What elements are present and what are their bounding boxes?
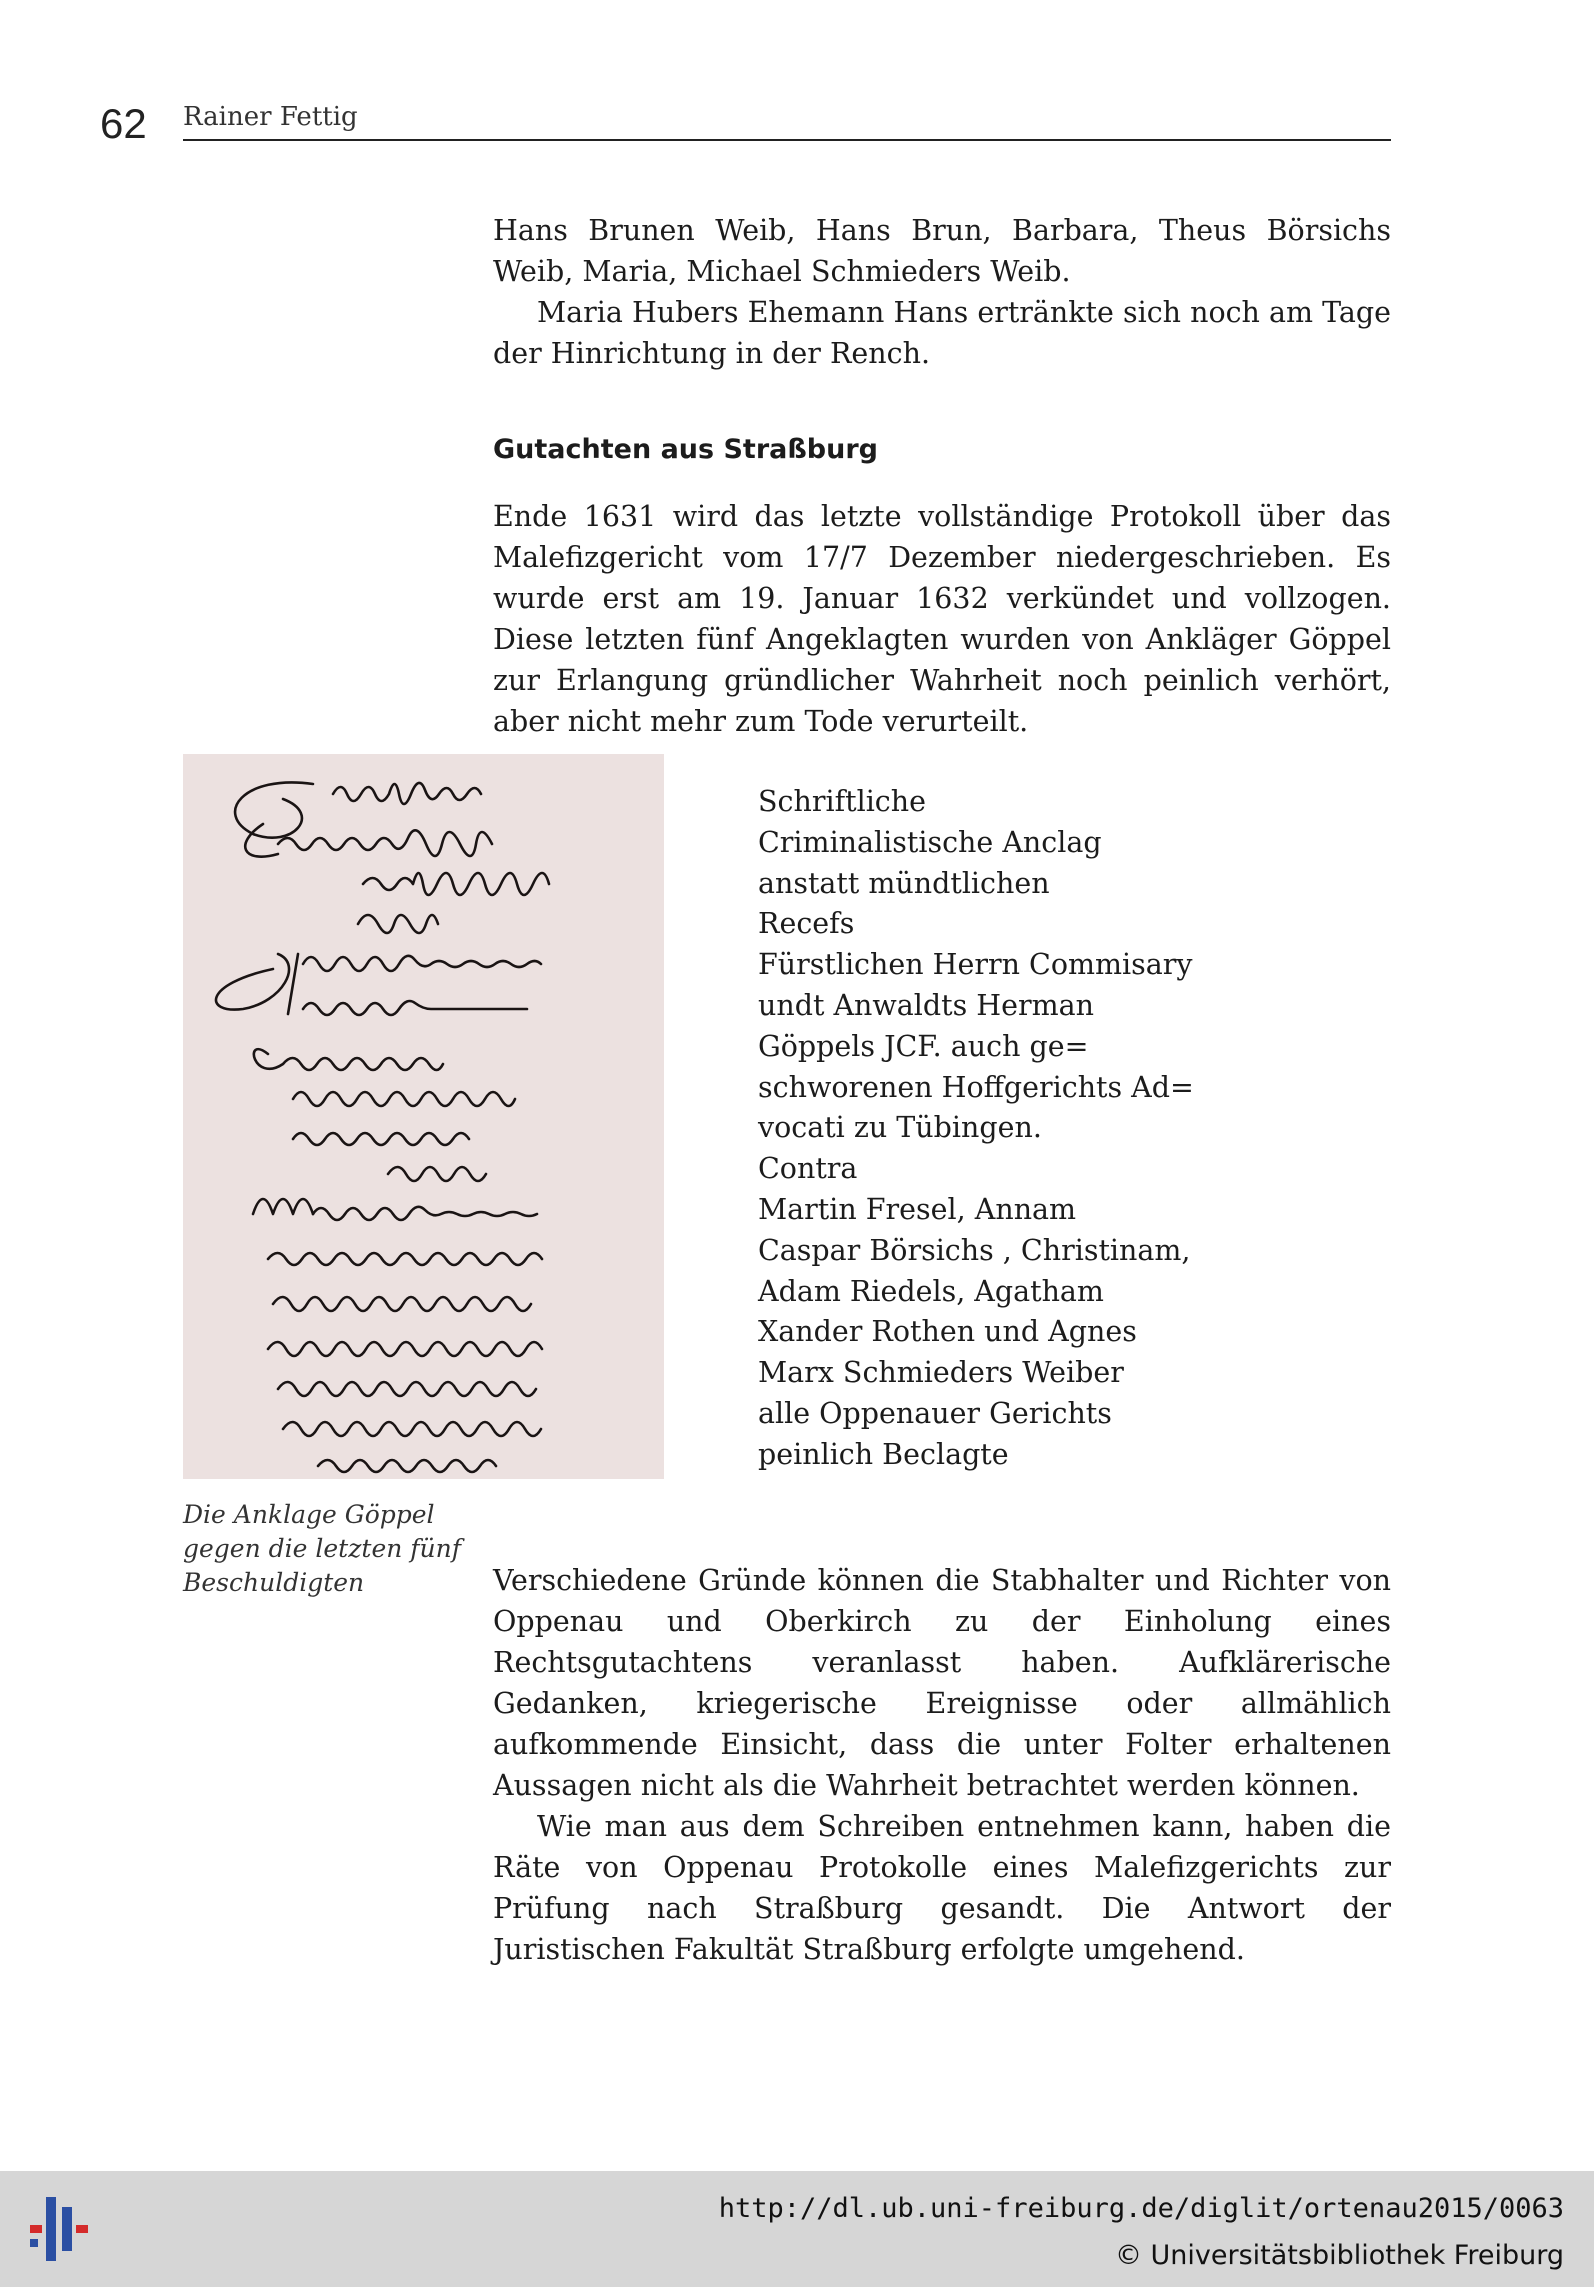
intro-paragraph-2: Maria Hubers Ehemann Hans ertränkte sich noch am Tage der Hinrichtung in der Rench. [493,296,1391,370]
transcription-line: Schriftliche [758,785,926,818]
footer-copyright: © Universitätsbibliothek Freiburg [1114,2240,1564,2271]
transcription-line: anstatt mündtlichen [758,866,1050,900]
closing-paragraph-1: Verschiedene Gründe können die Stabhalter und Richter von Oppenau und Oberkirch zu der Einholung eines Rechtsgutachtens veranlasst haben. Aufklärerische Gedanken, kriegerische Ereignisse oder allmählich aufkommende Einsicht, dass die unter Folter erhaltenen Aussagen nicht als die Wahrheit betrachtet werden können. [493,1564,1391,1802]
transcription-line: Xander Rothen und Agnes [758,1315,1137,1349]
transcription-line: Marx Schmieders Weiber [758,1356,1124,1390]
transcription-line: undt Anwaldts Herman [758,988,1095,1022]
handwriting-scan [183,754,664,1479]
transcription-line: vocati zu Tübingen. [758,1111,1042,1145]
transcription-line: Caspar Börsichs , Christinam, [758,1233,1191,1267]
transcription-line: Fürstlichen Herrn Commisary [758,948,1193,982]
transcription-line: Göppels JCF. auch ge= [758,1029,1089,1063]
transcription-line: schworenen Hoffgerichts Ad= [758,1070,1194,1104]
transcription [758,782,1194,1476]
transcription-line: alle Oppenauer Gerichts [758,1396,1112,1430]
manuscript-image [183,754,664,1479]
closing-text [493,1560,1391,1970]
transcription-line: Adam Riedels, Agatham [758,1274,1104,1308]
transcription-line: Martin Fresel, Annam [758,1192,1077,1226]
figure-caption: Die Anklage Göppel gegen die letzten fünf Beschuldigten [183,1500,461,1597]
page-number: 62 [100,100,147,147]
transcription-line: Contra [758,1152,858,1186]
closing-paragraph-2: Wie man aus dem Schreiben entnehmen kann, haben die Räte von Oppenau Protokolle eines Malefizgerichts zur Prüfung nach Straßburg gesandt. Die Antwort der Juristischen Fakultät Straßburg erfolgte umgehend. [493,1810,1391,1966]
section-paragraph: Ende 1631 wird das letzte vollständige Protokoll über das Malefizgericht vom 17/7 Dezember niedergeschrieben. Es wurde erst am 19. Januar 1632 verkündet und vollzogen. Diese letzten fünf Angeklagten wurden von Ankläger Göppel zur Erlangung gründlicher Wahrheit noch peinlich verhört, aber nicht mehr zum Tode verurteilt. [493,500,1391,738]
running-head-author: Rainer Fettig [183,102,358,132]
ub-freiburg-logo-icon [18,2189,98,2269]
header-rule [183,139,1391,141]
footer-bar [0,2171,1594,2287]
transcription-line: Recefs [758,907,855,941]
intro-paragraph-1: Hans Brunen Weib, Hans Brun, Barbara, Theus Börsichs Weib, Maria, Michael Schmieders Weib. [493,214,1391,288]
transcription-line: Criminalistische Anclag [758,825,1102,859]
footer-url-link[interactable]: http://dl.ub.uni-freiburg.de/diglit/ortenau2015/0063 [718,2193,1564,2224]
intro-text [493,210,1391,374]
transcription-line: peinlich Beclagte [758,1437,1009,1471]
section-text [493,496,1391,742]
section-heading: Gutachten aus Straßburg [493,434,878,465]
